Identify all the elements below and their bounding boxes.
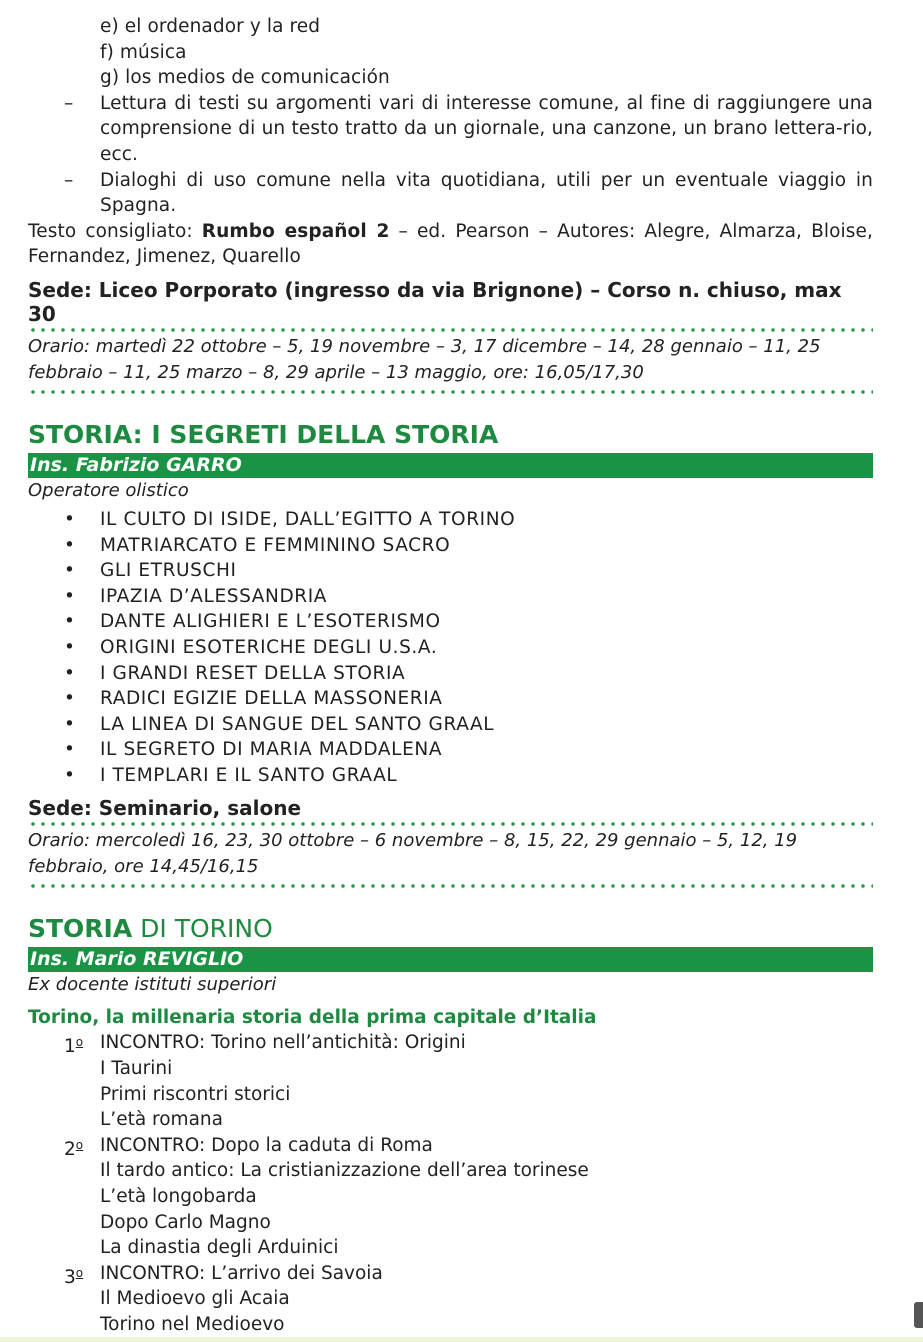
ordinal-mark: o xyxy=(75,1265,84,1280)
meeting-title xyxy=(28,1030,873,1056)
ordinal-mark: o xyxy=(75,1137,84,1152)
bullet-icon: • xyxy=(64,611,76,633)
topic-text: MATRIARCATO E FEMMININO SACRO xyxy=(100,534,451,556)
topic-text: IL SEGRETO DI MARIA MADDALENA xyxy=(100,739,443,761)
list-item xyxy=(28,609,873,635)
topic-text: I TEMPLARI E IL SANTO GRAAL xyxy=(100,764,398,786)
list-item xyxy=(28,737,873,763)
list-item: L’età romana xyxy=(100,1109,223,1131)
topic-list xyxy=(28,507,873,789)
list-item xyxy=(28,635,873,661)
dash-item-text: Lettura di testi su argomenti vari di interesse comune, al fine di raggiungere una comprensione di un testo tratto da un giornale, una canzone, un brano lettera-rio, ecc. xyxy=(100,92,873,165)
list-item: Dopo Carlo Magno xyxy=(100,1211,271,1233)
teacher-bar: Ins. Fabrizio GARRO xyxy=(28,453,873,478)
list-item: La dinastia degli Arduinici xyxy=(100,1237,339,1259)
meeting-title xyxy=(28,1261,873,1287)
recommended-text xyxy=(28,219,873,270)
document-page xyxy=(28,14,873,1338)
bullet-icon: • xyxy=(64,739,76,761)
dash-item xyxy=(28,168,873,219)
topic-text: GLI ETRUSCHI xyxy=(100,560,237,582)
recommended-text-label: Testo consigliato: xyxy=(28,220,202,242)
list-item: f) música xyxy=(100,41,187,63)
bullet-icon: • xyxy=(64,585,76,607)
dash-marker: – xyxy=(64,92,74,114)
meeting-number-digit: 2 xyxy=(64,1138,76,1160)
meeting-number-digit: 1 xyxy=(64,1036,76,1058)
list-item xyxy=(28,686,873,712)
teacher-role: Ex docente istituti superiori xyxy=(28,974,277,996)
bullet-icon: • xyxy=(64,508,76,530)
list-item xyxy=(28,558,873,584)
bullet-icon: • xyxy=(64,764,76,786)
schedule-line: Orario: martedì 22 ottobre – 5, 19 novembre – 3, 17 dicembre – 14, 28 gennaio – 11, 25 febbraio – 11, 25 marzo – 8, 29 aprile – 13 maggio, ore: 16,05/17,30 xyxy=(28,332,873,394)
section-heading xyxy=(28,914,873,944)
meeting-title-text: INCONTRO: Torino nell’antichità: Origini xyxy=(100,1032,466,1054)
heading-bold-part: STORIA xyxy=(28,914,133,944)
course-subtitle: Torino, la millenaria storia della prima capitale d’Italia xyxy=(28,1007,597,1029)
meeting-block xyxy=(28,1261,873,1338)
dash-item xyxy=(28,91,873,168)
list-item: L’età longobarda xyxy=(100,1186,257,1208)
book-title: Rumbo español 2 xyxy=(201,220,390,242)
bullet-icon: • xyxy=(64,688,76,710)
book-details: – ed. Pearson – Autores: Alegre, Almarza, Bloise, Fernandez, Jimenez, Quarello xyxy=(28,220,873,268)
teacher-role: Operatore olistico xyxy=(28,479,189,501)
list-item xyxy=(28,584,873,610)
schedule-line: Orario: mercoledì 16, 23, 30 ottobre – 6 novembre – 8, 15, 22, 29 gennaio – 5, 12, 19 febbraio, ore 14,45/16,15 xyxy=(28,826,873,888)
list-item xyxy=(28,507,873,533)
topic-text: LA LINEA DI SANGUE DEL SANTO GRAAL xyxy=(100,713,495,735)
list-item: g) los medios de comunicación xyxy=(100,67,390,89)
topic-text: I GRANDI RESET DELLA STORIA xyxy=(100,662,406,684)
bullet-icon: • xyxy=(64,636,76,658)
bullet-icon: • xyxy=(64,534,76,556)
ordinal-mark: o xyxy=(75,1035,84,1050)
bullet-icon: • xyxy=(64,662,76,684)
heading-rest-part: DI TORINO xyxy=(132,914,273,944)
page-footer-band xyxy=(0,1337,923,1342)
meeting-title-text: INCONTRO: L’arrivo dei Savoia xyxy=(100,1262,383,1284)
venue-line: Sede: Liceo Porporato (ingresso da via Brignone) – Corso n. chiuso, max 30 xyxy=(28,278,873,332)
spanish-topic-tail xyxy=(28,14,873,91)
list-item: Torino nel Medioevo xyxy=(100,1314,285,1335)
dash-marker: – xyxy=(64,169,74,191)
meeting-title-text: INCONTRO: Dopo la caduta di Roma xyxy=(100,1134,433,1156)
list-item: Il tardo antico: La cristianizzazione dell’area torinese xyxy=(100,1160,589,1182)
bullet-icon: • xyxy=(64,560,76,582)
teacher-bar: Ins. Mario REVIGLIO xyxy=(28,947,873,972)
topic-text: IL CULTO DI ISIDE, DALL’EGITTO A TORINO xyxy=(100,508,516,530)
list-item: e) el ordenador y la red xyxy=(100,16,321,37)
venue-line: Sede: Seminario, salone xyxy=(28,796,873,826)
topic-text: ORIGINI ESOTERICHE DEGLI U.S.A. xyxy=(100,636,438,658)
list-item xyxy=(28,533,873,559)
list-item xyxy=(28,763,873,789)
topic-text: RADICI EGIZIE DELLA MASSONERIA xyxy=(100,688,443,710)
list-item xyxy=(28,712,873,738)
topic-text: DANTE ALIGHIERI E L’ESOTERISMO xyxy=(100,611,441,633)
scroll-handle[interactable] xyxy=(914,1302,923,1328)
topic-text: IPAZIA D’ALESSANDRIA xyxy=(100,585,328,607)
list-item: Il Medioevo gli Acaia xyxy=(100,1288,290,1310)
section-heading: STORIA: I SEGRETI DELLA STORIA xyxy=(28,419,499,449)
list-item: Primi riscontri storici xyxy=(100,1083,291,1105)
list-item: I Taurini xyxy=(100,1058,173,1080)
meeting-block xyxy=(28,1030,873,1132)
meeting-number-digit: 3 xyxy=(64,1266,76,1288)
meeting-title xyxy=(28,1133,873,1159)
bullet-icon: • xyxy=(64,713,76,735)
dash-item-text: Dialoghi di uso comune nella vita quotidiana, utili per un eventuale viaggio in Spagna. xyxy=(100,169,873,217)
list-item xyxy=(28,661,873,687)
meeting-block xyxy=(28,1133,873,1261)
